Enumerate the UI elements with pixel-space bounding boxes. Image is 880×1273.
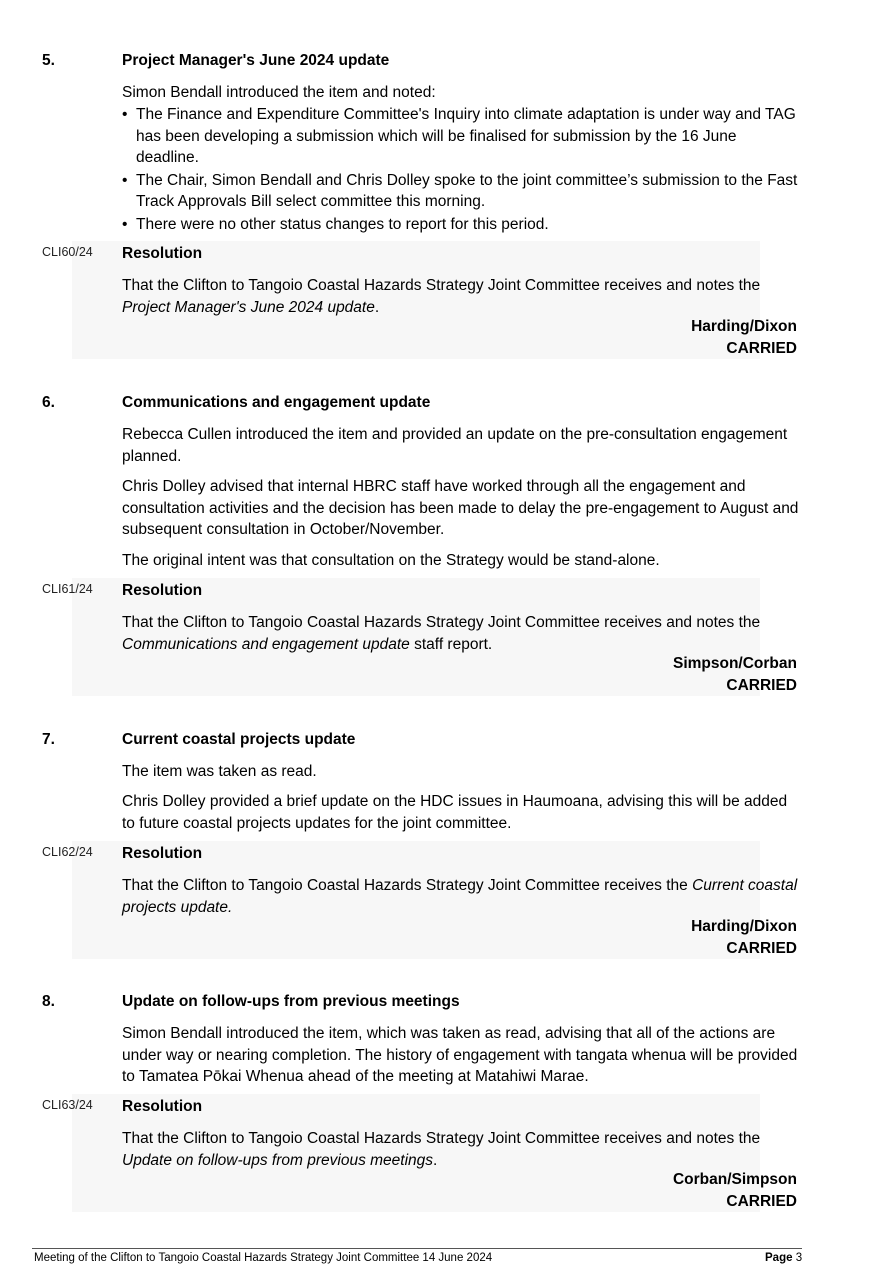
footer-divider [32,1248,802,1249]
resolution-text: That the Clifton to Tangoio Coastal Hazards Strategy Joint Committee receives and notes the Update on follow-ups from previous meetings. [122,1130,761,1169]
bullet-item: • There were no other status changes to report for this period. [122,214,802,236]
resolution-id: CLI60/24 [42,245,93,259]
bullet-item: • The Finance and Expenditure Committee's Inquiry into climate adaptation is under way and TAG has been developing a submission which will be finalised for submission by the 16 June deadline. [122,104,802,169]
resolution-movers: Harding/Dixon [691,918,797,935]
item-number: 7. [42,731,55,748]
resolution-status: CARRIED [726,340,797,357]
resolution-status: CARRIED [726,1193,797,1210]
page-number: 3 [795,1252,803,1264]
resolution-text: That the Clifton to Tangoio Coastal Hazards Strategy Joint Committee receives and notes the Communications and engagement update staff report. [122,614,761,653]
item-paragraph: The item was taken as read. [122,763,317,780]
resolution-id: CLI62/24 [42,845,93,859]
item-number: 6. [42,394,55,411]
resolution-heading: Resolution [122,245,203,262]
item-title: Update on follow-ups from previous meetings [122,993,460,1010]
item-title: Current coastal projects update [122,731,356,748]
footer-page-number [765,1252,802,1264]
resolution-id: CLI63/24 [42,1098,93,1112]
resolution-movers: Simpson/Corban [672,655,797,672]
item-paragraph: Simon Bendall introduced the item, which was taken as read, advising that all of the actions are under way or nearing completion. The history of engagement with tangata whenua will be provided to Tamatea Pōkai Whenua ahead of the meeting at Matahiwi Marae. [122,1025,798,1085]
item-title: Communications and engagement update [122,394,431,411]
item-number: 5. [42,52,55,69]
footer-meeting-title: Meeting of the Clifton to Tangoio Coastal Hazards Strategy Joint Committee 14 June 2024 [34,1252,493,1264]
item-paragraph: Rebecca Cullen introduced the item and provided an update on the pre-consultation engagement planned. [122,426,788,465]
page-label: Page [765,1252,793,1264]
resolution-heading: Resolution [122,582,203,599]
item-bullet-list [122,104,802,236]
resolution-id: CLI61/24 [42,582,93,596]
bullet-item: • The Chair, Simon Bendall and Chris Dolley spoke to the joint committee’s submission to the Fast Track Approvals Bill select committee this morning. [122,170,802,213]
resolution-movers: Corban/Simpson [672,1171,797,1188]
item-paragraph: The original intent was that consultation on the Strategy would be stand-alone. [122,552,660,569]
resolution-movers: Harding/Dixon [691,318,797,335]
item-title: Project Manager's June 2024 update [122,52,390,69]
item-paragraph: Chris Dolley provided a brief update on the HDC issues in Haumoana, advising this will be added to future coastal projects updates for the joint committee. [122,793,788,832]
resolution-heading: Resolution [122,1098,203,1115]
item-paragraph: Chris Dolley advised that internal HBRC staff have worked through all the engagement and consultation activities and the decision has been made to delay the pre-engagement to August and subsequent consultation in October/November. [122,478,799,538]
resolution-status: CARRIED [726,940,797,957]
resolution-text: That the Clifton to Tangoio Coastal Hazards Strategy Joint Committee receives and notes the Project Manager's June 2024 update. [122,277,761,316]
resolution-heading: Resolution [122,845,203,862]
resolution-status: CARRIED [726,677,797,694]
item-number: 8. [42,993,55,1010]
item-intro: Simon Bendall introduced the item and noted: [122,84,436,101]
resolution-text: That the Clifton to Tangoio Coastal Hazards Strategy Joint Committee receives the Current coastal projects update. [122,877,798,916]
